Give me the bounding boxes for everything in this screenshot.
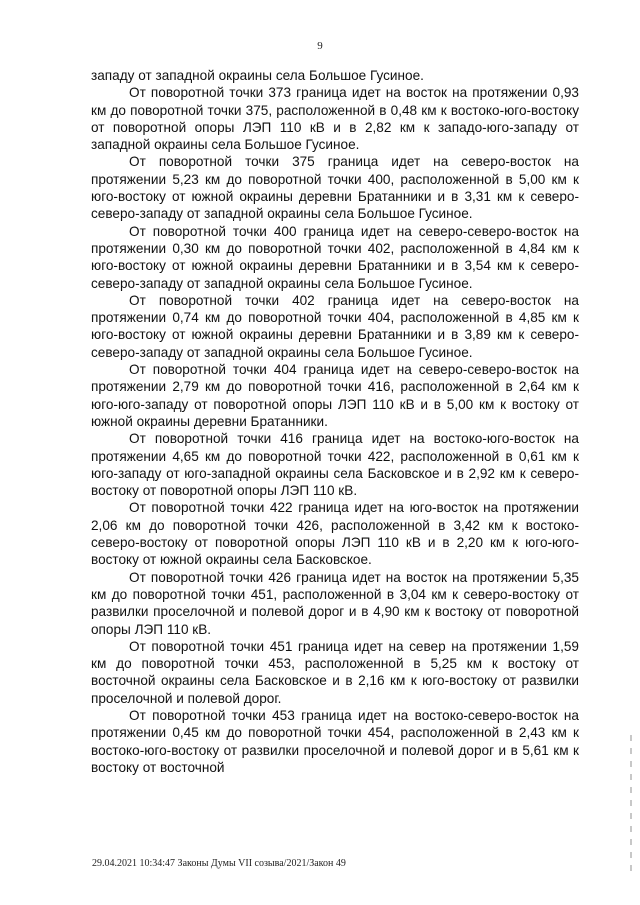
paragraph-continuation: западу от западной окраины села Большое Гусиное. bbox=[91, 68, 424, 83]
paragraph: От поворотной точки 404 граница идет на северо-северо-восток на протяжении 2,79 км до поворотной точки 416, расположенной в 2,64 км к юго-юго-западу от поворотной опоры ЛЭП 110 кВ и в 5,00 км к востоку от южной окраины деревни Братанники. bbox=[91, 362, 579, 429]
margin-scan-marks bbox=[629, 735, 633, 885]
paragraph: От поворотной точки 402 граница идет на северо-восток на протяжении 0,74 км до поворотной точки 404, расположенной в 4,85 км к юго-востоку от южной окраины деревни Братанники и в 3,89 км к северо-северо-западу от западной окраины села Большое Гусиное. bbox=[91, 292, 579, 360]
document-body bbox=[91, 67, 579, 776]
paragraph: От поворотной точки 373 граница идет на восток на протяжении 0,93 км до поворотной точки 375, расположенной в 0,48 км к востоко-юго-востоку от поворотной опоры ЛЭП 110 кВ и в 2,82 км к западо-юго-западу от западной окраины села Большое Гусиное. bbox=[91, 85, 579, 153]
paragraph: От поворотной точки 451 граница идет на север на протяжении 1,59 км до поворотной точки 453, расположенной в 5,25 км к востоку от восточной окраины села Басковское и в 2,16 км к юго-востоку от развилки проселочной и полевой дорог. bbox=[91, 638, 579, 706]
paragraph: От поворотной точки 453 граница идет на востоко-северо-восток на протяжении 0,45 км до поворотной точки 454, расположенной в 2,43 км к востоко-юго-востоку от развилки проселочной и полевой дорог и в 5,61 км к востоку от восточной bbox=[91, 707, 579, 775]
paragraph: От поворотной точки 375 граница идет на северо-восток на протяжении 5,23 км до поворотной точки 400, расположенной в 5,00 км к юго-востоку от южной окраины деревни Братанники и в 3,31 км к северо-северо-западу от западной окраины села Большое Гусиное. bbox=[91, 154, 579, 222]
document-footer: 29.04.2021 10:34:47 Законы Думы VII созыва/2021/Закон 49 bbox=[92, 858, 346, 869]
page-number: 9 bbox=[317, 40, 323, 52]
paragraph: От поворотной точки 416 граница идет на востоко-юго-восток на протяжении 4,65 км до поворотной точки 422, расположенной в 0,61 км к юго-западу от юго-западной окраины села Басковское и в 2,92 км к северо-востоку от поворотной опоры ЛЭП 110 кВ. bbox=[91, 431, 579, 499]
paragraph: От поворотной точки 426 граница идет на восток на протяжении 5,35 км до поворотной точки 451, расположенной в 3,04 км к северо-востоку от развилки проселочной и полевой дорог и в 4,90 км к востоку от поворотной опоры ЛЭП 110 кВ. bbox=[91, 569, 579, 637]
paragraph: От поворотной точки 422 граница идет на юго-восток на протяжении 2,06 км до поворотной точки 426, расположенной в 3,42 км к востоко-северо-востоку от поворотной опоры ЛЭП 110 кВ и в 2,20 км к юго-юго-востоку от южной окраины села Басковское. bbox=[91, 500, 579, 568]
paragraph: От поворотной точки 400 граница идет на северо-северо-восток на протяжении 0,30 км до поворотной точки 402, расположенной в 4,84 км к юго-востоку от южной окраины деревни Братанники и в 3,54 км к северо-северо-западу от западной окраины села Большое Гусиное. bbox=[91, 223, 579, 291]
